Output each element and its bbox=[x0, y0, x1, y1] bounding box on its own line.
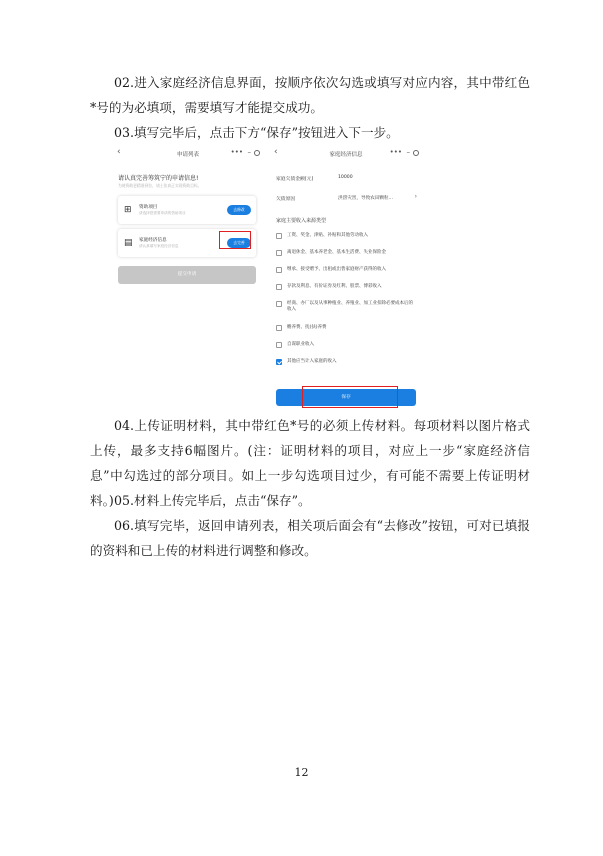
checkbox[interactable] bbox=[276, 250, 282, 256]
grid-icon: ⊞ bbox=[124, 205, 132, 215]
option-label: 存款及利息、有价证券及红利、股票、博彩收入 bbox=[287, 284, 382, 289]
income-option[interactable] bbox=[276, 250, 416, 256]
chevron-right-icon[interactable]: › bbox=[414, 193, 417, 200]
debt-reason-label: 欠债原因 bbox=[276, 197, 296, 202]
page-heading: 请认真完善筹筑宁的申请信息! bbox=[118, 175, 199, 182]
minimize-icon[interactable]: – bbox=[406, 148, 410, 156]
highlight-box bbox=[302, 386, 398, 408]
option-label: 其他应当计入家庭的收入 bbox=[287, 359, 337, 364]
checkbox[interactable] bbox=[276, 342, 282, 348]
checkbox[interactable] bbox=[276, 325, 282, 331]
minimize-icon[interactable]: – bbox=[247, 148, 251, 156]
debt-amount-label: 家庭欠债金额(元) bbox=[276, 177, 314, 182]
submit-application-button[interactable]: 提交申请 bbox=[118, 266, 256, 284]
income-option[interactable] bbox=[276, 301, 416, 313]
checkbox[interactable] bbox=[276, 233, 282, 239]
income-section-title: 家庭主要收入来源类型 bbox=[276, 218, 327, 224]
option-label: 自谋职业收入 bbox=[287, 342, 314, 347]
checkbox[interactable] bbox=[276, 301, 282, 307]
card-desc: 请选择您需要申请的资助项目 bbox=[139, 211, 186, 215]
close-target-icon[interactable] bbox=[413, 150, 419, 156]
card-title: 资助项目 bbox=[139, 205, 158, 210]
more-dots-icon[interactable]: ••• bbox=[230, 148, 243, 156]
page-number: 12 bbox=[294, 766, 309, 779]
checkbox-checked[interactable] bbox=[276, 359, 282, 365]
document-icon: ▤ bbox=[124, 238, 133, 248]
nav-bar bbox=[113, 146, 263, 160]
back-chevron-icon[interactable]: ‹ bbox=[274, 147, 278, 157]
save-button[interactable]: 保存 bbox=[276, 389, 416, 406]
instruction-step-04: 04.上传证明材料，其中带红色*号的必须上传材料。每项材料以图片格式上传，最多支持6幅图片。(注：证明材料的项目，对应上一步“家庭经济信息”中勾选过的部分项目。如上一步勾选项目过少，有可能不需要上传证明材料。) bbox=[90, 418, 530, 508]
option-label: 工资、奖金、津贴、补贴和其他劳动收入 bbox=[287, 233, 368, 238]
income-option[interactable] bbox=[276, 325, 416, 331]
complete-button[interactable]: 去完善 bbox=[227, 238, 251, 248]
debt-reason-input[interactable]: 洪涝灾害，导致农田颗粒... bbox=[338, 196, 393, 201]
nav-bar bbox=[270, 146, 422, 160]
page-subheading: 为使资助更精准到位，请土张真正实现资助目标。 bbox=[118, 183, 202, 188]
application-list-screenshot bbox=[113, 146, 263, 408]
highlight-box bbox=[219, 231, 251, 249]
card-title: 家庭经济信息 bbox=[139, 238, 167, 243]
card-desc: 请认真填写家庭经济信息 bbox=[139, 244, 179, 248]
modify-button[interactable]: 去修改 bbox=[227, 205, 251, 215]
close-target-icon[interactable] bbox=[254, 150, 260, 156]
card-aid-project[interactable] bbox=[118, 196, 256, 224]
family-economy-screenshot bbox=[270, 146, 422, 408]
instruction-step-02: 02.进入家庭经济信息界面，按顺序依次勾选或填写对应内容，其中带红色*号的为必填项，需要填写才能提交成功。 bbox=[90, 75, 530, 115]
checkbox[interactable] bbox=[276, 267, 282, 273]
back-chevron-icon[interactable]: ‹ bbox=[117, 147, 121, 157]
more-dots-icon[interactable]: ••• bbox=[389, 148, 402, 156]
option-label: 赡养费、抚(扶)养费 bbox=[287, 325, 327, 330]
income-option[interactable] bbox=[276, 267, 416, 273]
option-label: 离退休金、基本养老金、基本生活费、失业保险金 bbox=[287, 250, 386, 255]
option-label: 经商、办厂以及从事种植业、养殖业、加工业扣除必要成本后的收入 bbox=[287, 301, 413, 312]
checkbox[interactable] bbox=[276, 284, 282, 290]
income-option[interactable] bbox=[276, 342, 416, 348]
income-option[interactable] bbox=[276, 233, 416, 239]
income-option[interactable] bbox=[276, 359, 416, 365]
income-option[interactable] bbox=[276, 284, 416, 290]
nav-title: 申请列表 bbox=[176, 152, 199, 158]
instruction-step-06: 06.填写完毕，返回申请列表，相关项后面会有“去修改”按钮，可对已填报的资料和已上传的材料进行调整和修改。 bbox=[90, 518, 530, 558]
debt-amount-input[interactable]: 10000 bbox=[338, 175, 353, 180]
instruction-step-05: 05.材料上传完毕后，点击“保存”。 bbox=[114, 493, 311, 508]
option-label: 继承、接受赠予、出租或出售家庭财产获得的收入 bbox=[287, 267, 386, 272]
instruction-step-03: 03.填写完毕后，点击下方“保存”按钮进入下一步。 bbox=[114, 125, 399, 140]
nav-title: 家庭经济信息 bbox=[329, 152, 363, 158]
